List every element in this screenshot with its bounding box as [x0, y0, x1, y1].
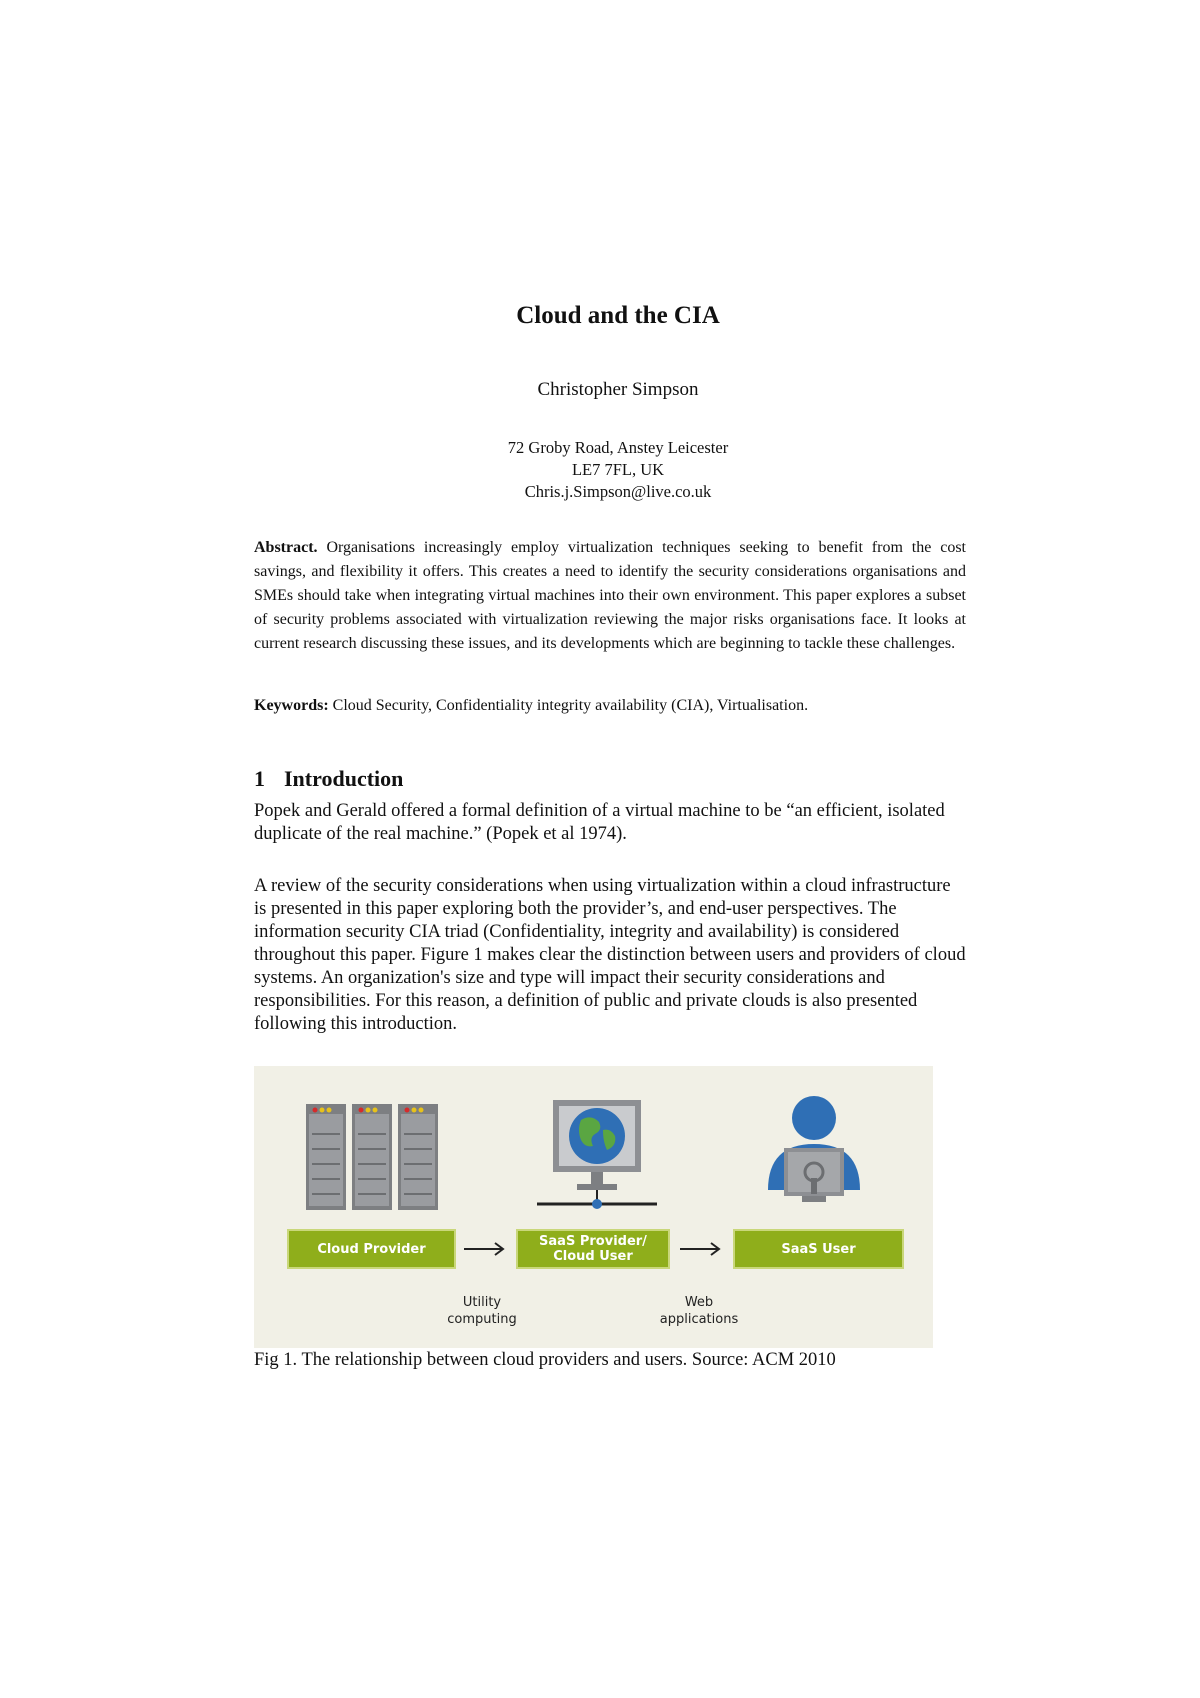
utility-computing-label: [427, 1294, 537, 1328]
saas-provider-label: SaaS Provider/ Cloud User: [539, 1234, 647, 1264]
arrow-right-icon: [676, 1239, 726, 1259]
web-label-line-1: Web: [684, 1295, 714, 1310]
intro-paragraph-2: A review of the security considerations when using virtualization within a cloud infrastructure is presented in this paper exploring both the provider’s, and end-user perspectives. The information security CIA triad (Confidentiality, integrity and availability) is considered throughout this paper. Figure 1 makes clear the distinction between users and providers of cloud systems. An organization's size and type will impact their security considerations and responsibilities. For this reason, a definition of public and private clouds is also presented following this introduction.: [254, 876, 966, 1034]
user-at-computer-icon: [762, 1094, 866, 1212]
affiliation-postcode: LE7 7FL, UK: [571, 460, 665, 479]
affiliation-address: 72 Groby Road, Anstey Leicester: [507, 438, 729, 457]
figure-1: [254, 1066, 933, 1348]
abstract-text: Organisations increasingly employ virtualization techniques seeking to benefit from the cost savings, and flexibility it offers. This creates a need to identify the security considerations organisations and SMEs should take when integrating virtual machines into their own environment. This paper explores a subset of security problems associated with virtualization reviewing the major risks organisations face. It looks at current research discussing these issues, and its developments which are beginning to tackle these challenges.: [254, 539, 966, 652]
utility-label-line-1: Utility: [462, 1295, 502, 1310]
server-rack-icon: [306, 1104, 442, 1212]
affiliation-email: Chris.j.Simpson@live.co.uk: [524, 482, 712, 501]
arrow-right-icon: [460, 1239, 510, 1259]
web-applications-label: [644, 1294, 754, 1328]
affiliation-block: [0, 437, 1200, 503]
keywords-text: Cloud Security, Confidentiality integrity availability (CIA), Virtualisation.: [332, 697, 809, 714]
keywords-label: Keywords:: [254, 697, 329, 714]
intro-paragraph-1: Popek and Gerald offered a formal definition of a virtual machine to be “an efficient, isolated duplicate of the real machine.” (Popek et al 1974).: [254, 801, 945, 844]
utility-label-line-2: computing: [447, 1312, 517, 1327]
figure-caption: Fig 1. The relationship between cloud providers and users. Source: ACM 2010: [254, 1350, 836, 1370]
saas-user-box: SaaS User: [733, 1229, 904, 1269]
globe-monitor-icon: [537, 1100, 657, 1215]
author-name: Christopher Simpson: [537, 379, 699, 400]
abstract: [254, 536, 966, 656]
cloud-provider-box: Cloud Provider: [287, 1229, 456, 1269]
web-label-line-2: applications: [659, 1312, 739, 1327]
section-title: Introduction: [284, 766, 404, 791]
section-heading: [254, 766, 403, 792]
paper-title: Cloud and the CIA: [516, 302, 720, 329]
abstract-label: Abstract.: [254, 539, 318, 556]
keywords: [254, 694, 966, 718]
section-number: 1: [254, 766, 265, 791]
saas-provider-box: [516, 1229, 670, 1269]
